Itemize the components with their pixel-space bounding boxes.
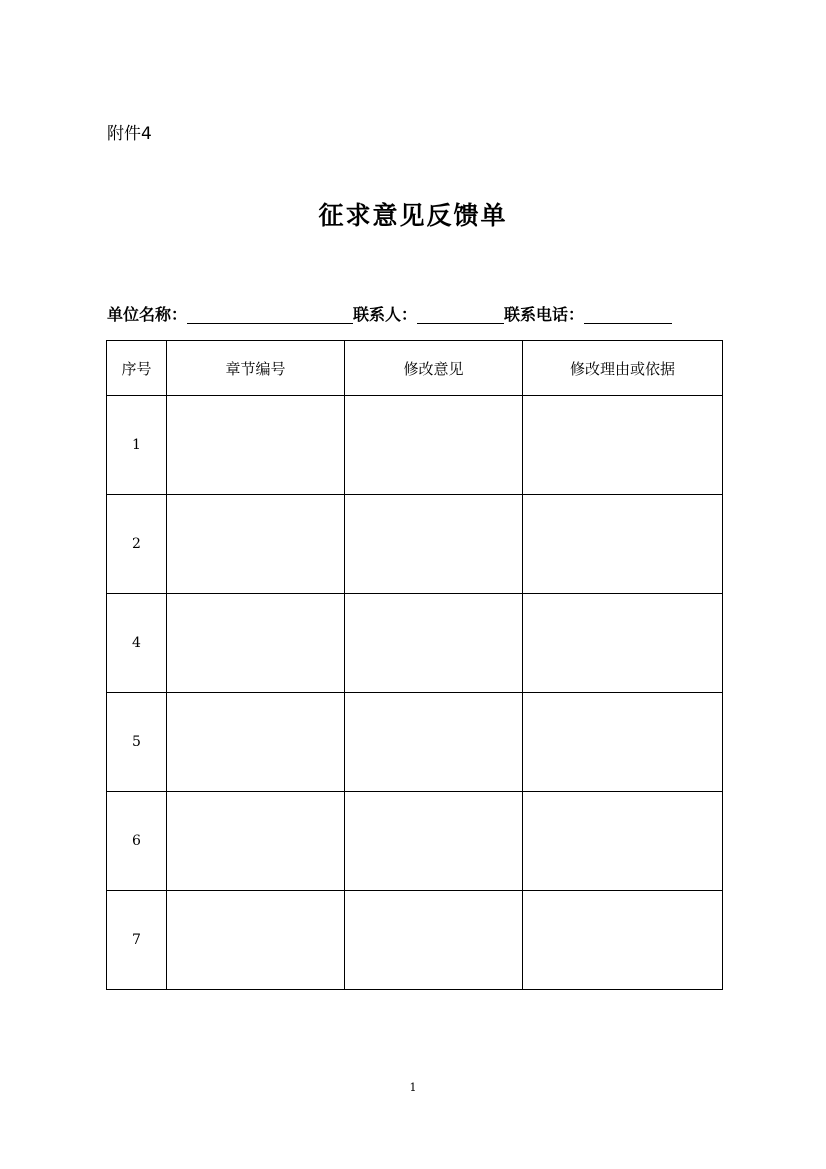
opinion-cell[interactable]: [345, 396, 523, 495]
row-index: 2: [107, 495, 167, 594]
opinion-cell[interactable]: [345, 891, 523, 990]
page-number: 1: [409, 1081, 417, 1094]
section-number-cell[interactable]: [167, 693, 345, 792]
opinion-cell[interactable]: [345, 495, 523, 594]
opinion-cell[interactable]: [345, 792, 523, 891]
row-index: 7: [107, 891, 167, 990]
attachment-label: 附件4: [107, 124, 152, 144]
row-index: 5: [107, 693, 167, 792]
reason-cell[interactable]: [523, 792, 723, 891]
table-row: [107, 891, 723, 990]
header-revision-opinion: 修改意见: [345, 341, 523, 396]
header-index: 序号: [107, 341, 167, 396]
table-row: [107, 693, 723, 792]
contact-person-label: 联系人：: [353, 305, 418, 324]
contact-phone-label: 联系电话：: [504, 305, 585, 324]
contact-info-line: [107, 302, 722, 326]
table-row: [107, 495, 723, 594]
contact-person-field[interactable]: [417, 303, 504, 324]
reason-cell[interactable]: [523, 693, 723, 792]
row-index: 6: [107, 792, 167, 891]
section-number-cell[interactable]: [167, 594, 345, 693]
header-section-number: 章节编号: [167, 341, 345, 396]
table-row: [107, 594, 723, 693]
row-index: 1: [107, 396, 167, 495]
table-row: [107, 792, 723, 891]
opinion-cell[interactable]: [345, 594, 523, 693]
reason-cell[interactable]: [523, 396, 723, 495]
opinion-cell[interactable]: [345, 693, 523, 792]
table-header-row: [107, 341, 723, 396]
reason-cell[interactable]: [523, 891, 723, 990]
header-revision-reason: 修改理由或依据: [523, 341, 723, 396]
contact-phone-field[interactable]: [584, 303, 672, 324]
reason-cell[interactable]: [523, 594, 723, 693]
table-row: [107, 396, 723, 495]
reason-cell[interactable]: [523, 495, 723, 594]
unit-name-label: 单位名称：: [107, 305, 188, 324]
section-number-cell[interactable]: [167, 495, 345, 594]
section-number-cell[interactable]: [167, 396, 345, 495]
page-title: 征求意见反馈单: [318, 201, 508, 230]
unit-name-field[interactable]: [187, 303, 353, 324]
section-number-cell[interactable]: [167, 891, 345, 990]
section-number-cell[interactable]: [167, 792, 345, 891]
feedback-table: [106, 340, 723, 990]
row-index: 4: [107, 594, 167, 693]
